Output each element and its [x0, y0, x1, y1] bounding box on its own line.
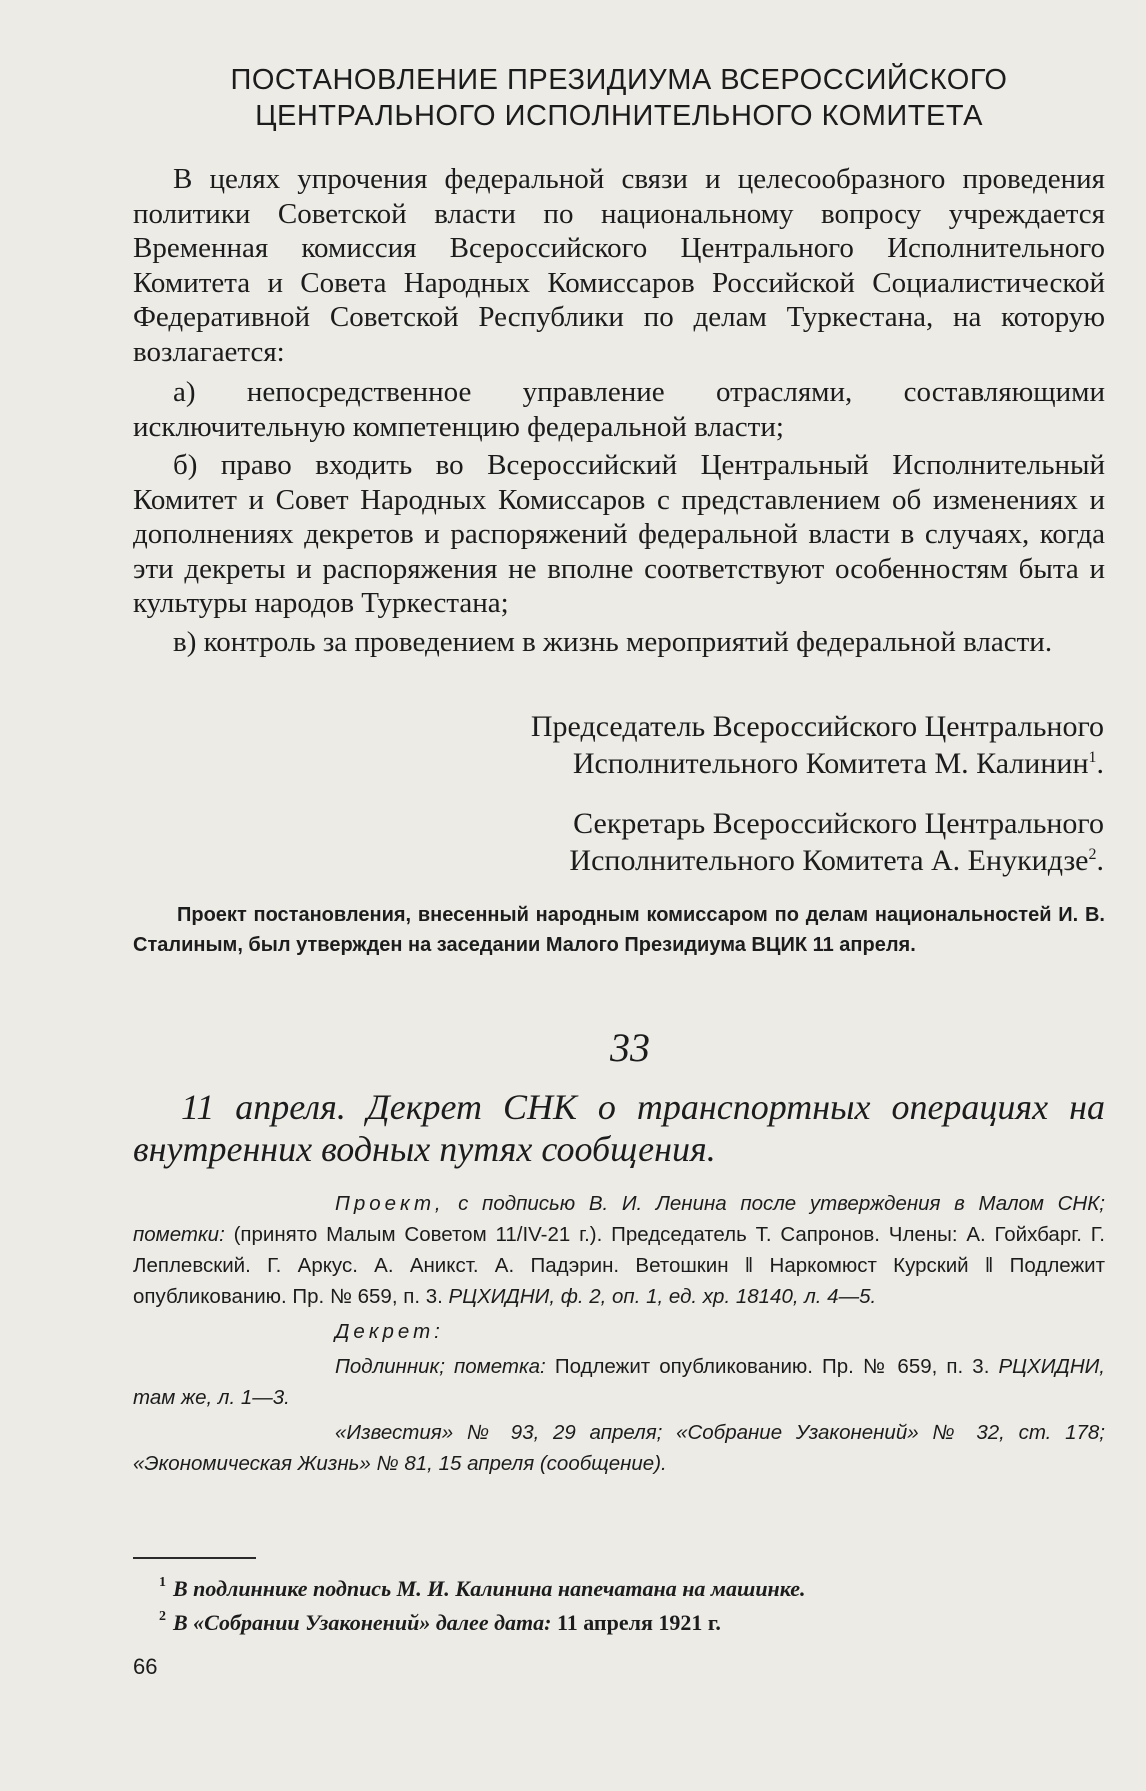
page-number: 66 — [133, 1654, 158, 1679]
footnotes — [133, 1572, 1105, 1640]
item-a-paragraph: а) непосредственное управление отраслями, составляющими исключительную компетенцию федеральной власти; — [133, 376, 1105, 443]
footnote-ref-2: 2 — [1088, 846, 1097, 863]
footnote-1: 1 В подлиннике подпись М. И. Калинина напечатана на машинке. — [159, 1575, 806, 1601]
source-decree-label: Декрет: — [335, 1320, 444, 1343]
source-original: Подлинник; пометка: Подлежит опубликованию. Пр. № 659, п. 3. РЦХИДНИ, там же, л. 1—3. — [133, 1355, 1105, 1409]
footnote-divider — [133, 1557, 256, 1559]
resolution-body — [133, 162, 1105, 663]
source-publications: «Известия» № 93, 29 апреля; «Собрание Узаконений» № 32, ст. 178; «Экономическая Жизнь» № 81, 15 апреля (сообщение). — [133, 1421, 1105, 1475]
item-b-paragraph: б) право входить во Всероссийский Центральный Исполнительный Комитет и Совет Народных Комиссаров с представлением об изменениях и дополнениях декретов и распоряжений федеральной власти в случаях, когда эти декреты и распоряжения не вполне соответствуют особенностям быта и культуры народов Туркестана; — [133, 449, 1105, 619]
document-title-text: 11 апреля. Декрет СНК о транспортных операциях на внутренних водных путях сообщения. — [133, 1087, 1105, 1169]
footnote-ref-1: 1 — [1088, 749, 1097, 766]
signature-enukidze-line-1: Секретарь Всероссийского Центрального — [573, 807, 1104, 840]
archival-sources — [133, 1188, 1105, 1483]
editorial-note — [133, 900, 1105, 960]
intro-paragraph: В целях упрочения федеральной связи и целесообразного проведения политики Советской власти по национальному вопросу учреждается Временная комиссия Всероссийского Центрального Исполнительного Комитета и Совета Народных Комиссаров Российской Социалистической Федеративной Советской Республики по делам Туркестана, на которую возлагается: — [133, 163, 1105, 368]
document-number: 33 — [610, 1025, 650, 1070]
signature-kalinin-line-2: Исполнительного Комитета М. Калинин$^1$. — [572, 747, 1104, 780]
footnote-2: 2 В «Собрании Узаконений» далее дата: 11 апреля 1921 г. — [159, 1609, 721, 1635]
signature-kalinin-line-1: Председатель Всероссийского Центрального — [530, 710, 1104, 743]
signature-enukidze — [569, 805, 1104, 879]
heading-line-1: ПОСТАНОВЛЕНИЕ ПРЕЗИДИУМА ВСЕРОССИЙСКОГО — [230, 64, 1008, 96]
signature-kalinin — [531, 708, 1104, 782]
source-draft-label: Проект, — [335, 1192, 445, 1215]
source-draft: Проект, с подписью В. И. Ленина после утверждения в Малом СНК; пометки: (принято Малым Советом 11/IV-21 г.). Председатель Т. Сапронов. Члены: А. Гойхбарг. Г. Леплевский. Г. Аркус. А. Аникст. А. Падэрин. Ветошкин ‖ Наркомюст Курский ‖ Подлежит опубликованию. Пр. № 659, п. 3. РЦХИДНИ, ф. 2, оп. 1, ед. хр. 18140, л. 4—5. — [133, 1192, 1105, 1308]
document-title — [133, 1086, 1105, 1170]
editorial-note-text: Проект постановления, внесенный народным комиссаром по делам национальностей И. В. Сталиным, был утвержден на заседании Малого Президиума ВЦИК 11 апреля. — [133, 904, 1105, 956]
item-c-paragraph: в) контроль за проведением в жизнь мероприятий федеральной власти. — [173, 625, 1053, 658]
signature-enukidze-line-2: Исполнительного Комитета А. Енукидзе$^2$. — [569, 844, 1104, 877]
heading-line-2: ЦЕНТРАЛЬНОГО ИСПОЛНИТЕЛЬНОГО КОМИТЕТА — [255, 100, 983, 132]
resolution-heading — [133, 62, 1105, 134]
